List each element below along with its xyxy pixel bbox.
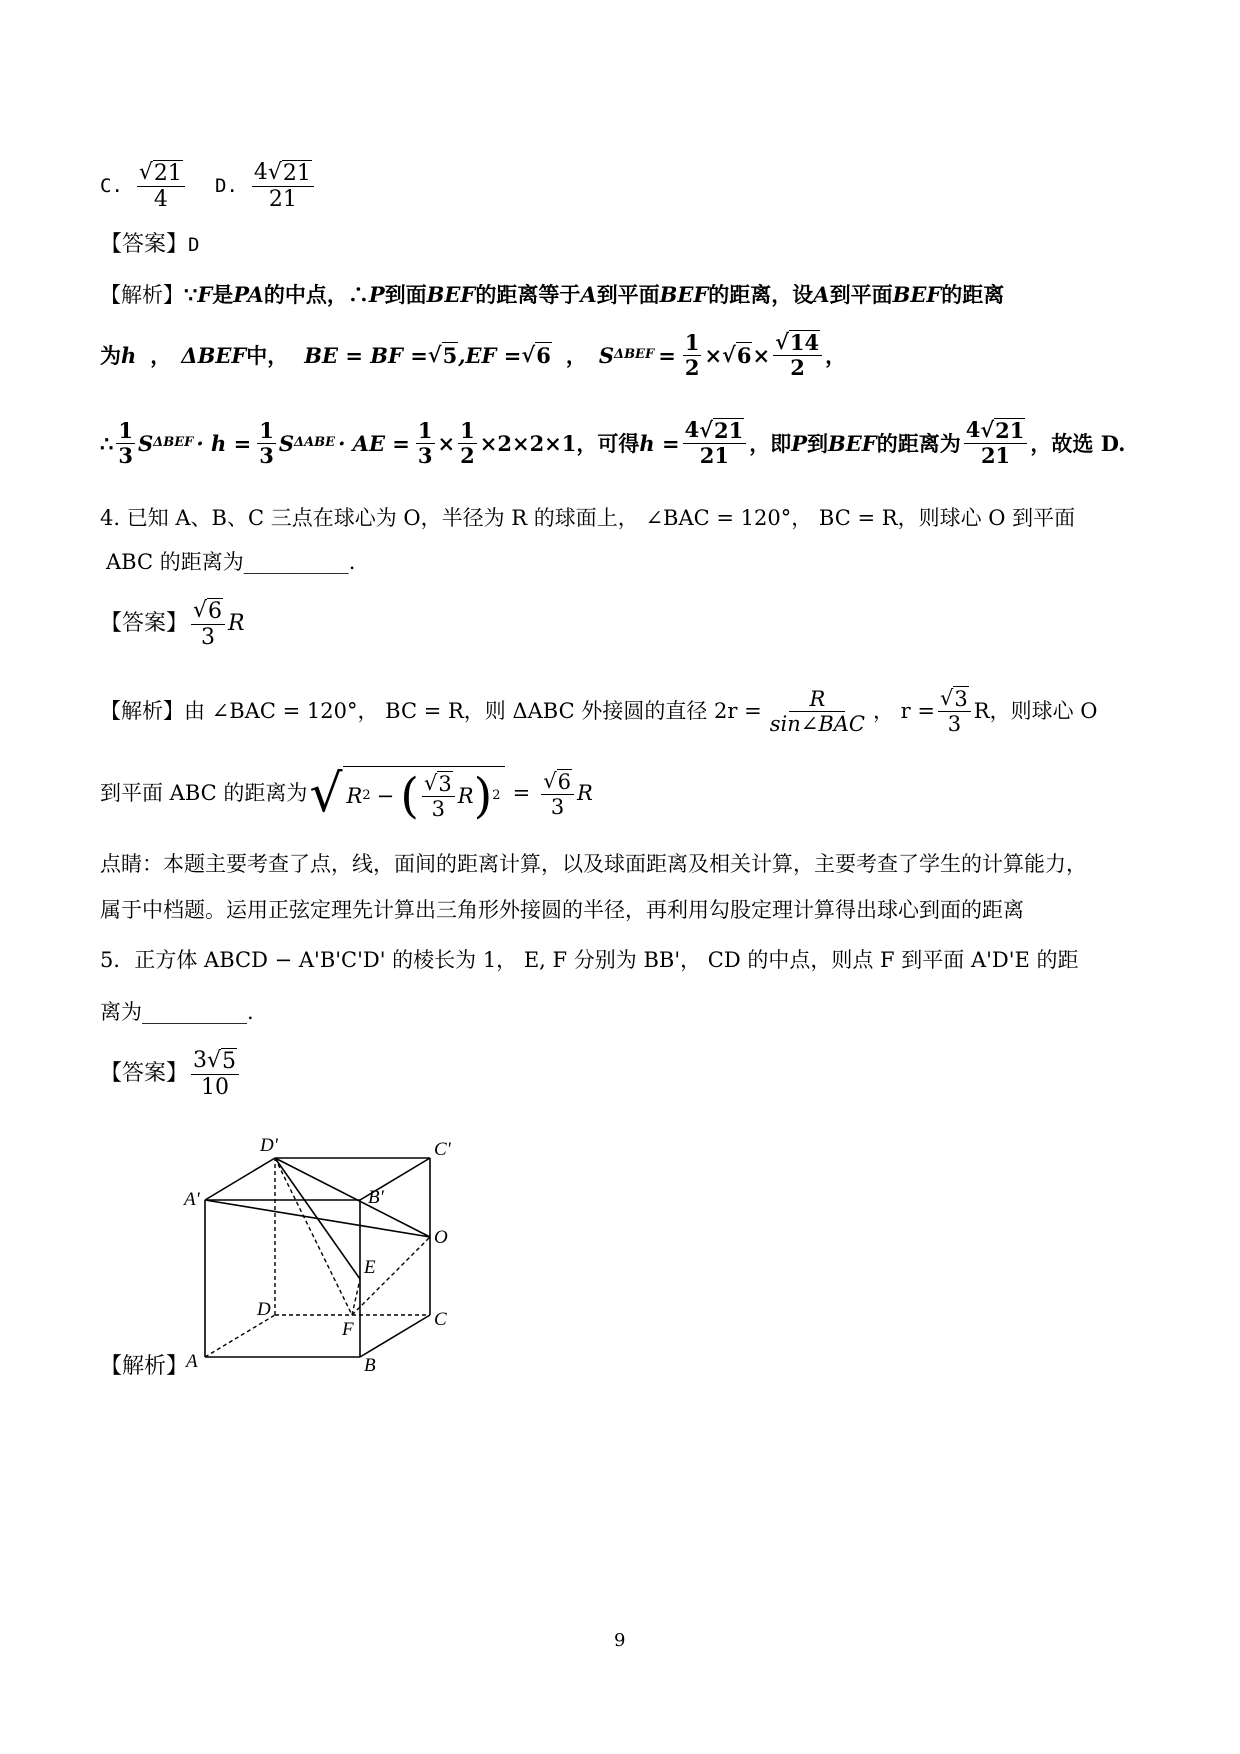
q5-answer: 【答案】 3 √ 5 10 (100, 1048, 242, 1101)
q4-remark-line2: 属于中档题。运用正弦定理先计算出三角形外接圆的半径，再利用勾股定理计算得出球心到面的距离 (100, 898, 1024, 922)
q5-analysis-label: 【解析】 (100, 1354, 189, 1379)
q3-answer-value: D (188, 234, 200, 256)
label-B: B (364, 1355, 376, 1375)
q5-line2: 离为__________. (100, 1000, 254, 1024)
option-d-label: D. (215, 174, 238, 197)
option-c-fraction: √ 21 4 (137, 160, 185, 213)
q4-remark-line1: 点睛：本题主要考查了点，线，面间的距离计算，以及球面距离及相关计算，主要考查了学生的计算能力， (100, 852, 1087, 876)
edge-C-B (360, 1315, 430, 1357)
option-c-label: C. (100, 174, 123, 197)
line-D1-F (275, 1158, 352, 1315)
q3-analysis-line3: ∴ $\frac{1}{3}$ S ΔBEF · h = $\frac{1}{3}$ S ΔABE · AE = $\frac{1}{3}$ × $\frac{1}{2}$ ×2×2×1 ，可得 h = 4 √ 21 21 ，即 P 到 BEF 的距离为 4 √ 21 21 ，故选 D. (100, 417, 1126, 469)
q3-answer: 【答案】D (100, 232, 200, 257)
label-B1: B' (368, 1187, 384, 1208)
q4-analysis-line2: 到平面 ABC 的距离为 √ R 2 − ( √ 3 3 R ) 2 = √ 6 3 R (100, 763, 593, 825)
edge-A-D (205, 1315, 275, 1357)
q4-analysis-line1: 【解析】 由 ∠BAC = 120°， BC = R，则 ΔABC 外接圆的直径 2r = $\frac{R}{\text{sin∠BAC}}$ ， r = √ 3 3 R，则球心 O (100, 686, 1098, 737)
q4-answer: 【答案】 √ 6 3 R (100, 598, 245, 651)
label-O: O (434, 1227, 448, 1248)
option-d-denominator: 21 (268, 187, 297, 213)
option-d-fraction: 4 √ 21 21 (252, 160, 314, 213)
line-D1-E (275, 1158, 360, 1279)
label-A1: A' (184, 1189, 200, 1210)
cube-figure (180, 1125, 480, 1375)
edge-A1-D1 (205, 1158, 275, 1200)
q3-analysis-line2: 为 h ， ΔBEF 中， BE = BF = √ 5 ,EF = √ 6 ， S ΔBEF = $\frac{1}{2}$ × √ 6 × √ 14 2 ， (100, 329, 847, 381)
option-d (215, 160, 317, 213)
q3-analysis-line1: 【解析】∵F是PA的中点，∴P到面BEF的距离等于A到平面BEF的距离，设A到平面BEF的距离 (100, 282, 1005, 307)
q4-line1: 4. 已知 A、B、C 三点在球心为 O，半径为 R 的球面上， ∠BAC = 120°， BC = R，则球心 O 到平面 (100, 506, 1076, 530)
label-C: C (434, 1309, 447, 1330)
label-C1: C' (434, 1139, 451, 1160)
page-number: 9 (614, 1630, 626, 1651)
option-c (100, 160, 188, 213)
label-A: A (186, 1351, 198, 1372)
label-D: D (257, 1299, 271, 1320)
option-c-denominator: 4 (153, 187, 168, 213)
label-D1: D' (260, 1135, 278, 1156)
q5-line1: 5．正方体 ABCD − A'B'C'D' 的棱长为 1， E, F 分别为 BB'， CD 的中点，则点 F 到平面 A'D'E 的距 (100, 948, 1079, 972)
line-F-E (352, 1279, 360, 1315)
q4-line2: ABC 的距离为__________. (106, 550, 356, 574)
option-c-radicand: 21 (153, 161, 182, 186)
label-E: E (364, 1257, 376, 1278)
label-F: F (342, 1319, 354, 1340)
line-D1-O (275, 1158, 430, 1237)
